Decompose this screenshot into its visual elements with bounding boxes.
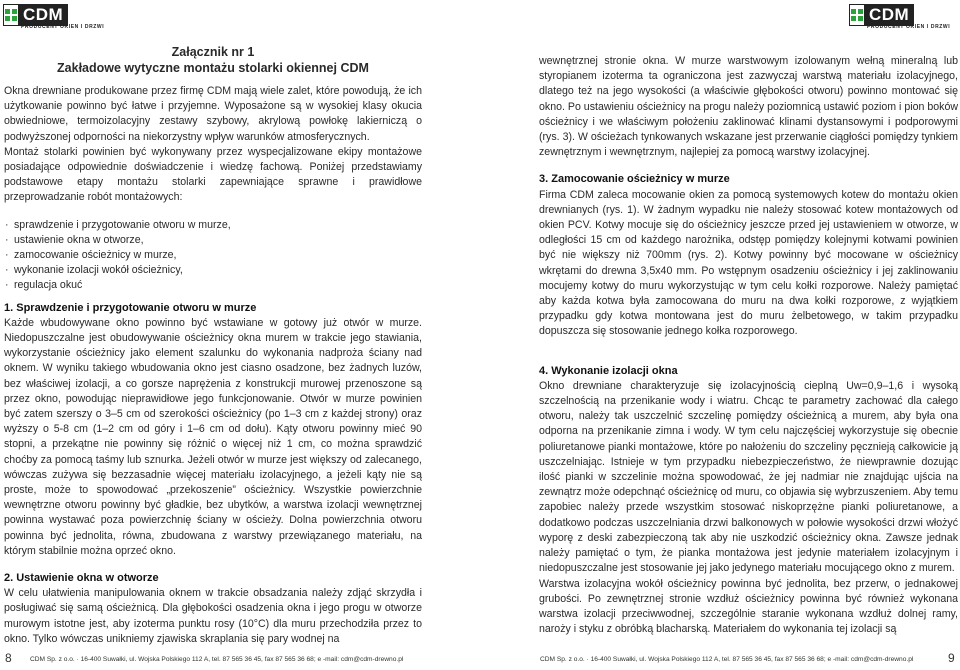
- logo-tagline: PRODUCENT OKIEN I DRZWI: [867, 24, 951, 30]
- logo-word: CDM: [869, 5, 910, 24]
- list-item: · wykonanie izolacji wokół ościeżnicy,: [4, 263, 422, 278]
- section-heading-2: 2. Ustawienie okna w otworze: [4, 572, 159, 585]
- cdm-logo-right: [849, 2, 951, 30]
- document-subtitle: Zakładowe wytyczne montażu stolarki okiennej CDM: [57, 61, 369, 75]
- logo-badge: [849, 4, 914, 26]
- montage-paragraph: Montaż stolarki powinien być wykonywany przez wyspecjalizowane ekipy montażowe posiadające odpowiednie doświadczenie i wiedzę fachową. Poniżej przedstawiamy podstawowe etapy montażu stolarki zapewniające sprawne i prawidłowe przeprowadzanie robót montażowych:: [4, 145, 422, 204]
- right-page-column: [539, 54, 958, 637]
- cdm-logo-left: [3, 2, 105, 30]
- footer-right: CDM Sp. z o.o. · 16-400 Suwałki, ul. Wojska Polskiego 112 A, tel. 87 565 36 45, fax 87 565 36 68; e -mail: cdm@cdm-drewno.pl: [540, 656, 914, 663]
- footer-left: CDM Sp. z o.o. · 16-400 Suwałki, ul. Wojska Polskiego 112 A, tel. 87 565 36 45, fax 87 565 36 68; e -mail: cdm@cdm-drewno.pl: [30, 656, 404, 663]
- section-2-paragraph: W celu ułatwienia manipulowania oknem w trakcie obsadzania należy zdjąć skrzydła i posługiwać się samą ościeżnicą. Dla głębokości osadzenia okna i jego progu w otworze murowym istotne jest, aby izoterma punktu rosy (10°C) dla muru przechodziła przez to okno. Tylko wówczas unikniemy zjawiska skraplania się pary wodnej na: [4, 587, 422, 645]
- steps-list: [4, 218, 422, 293]
- document-title: Załącznik nr 1: [171, 45, 255, 59]
- left-page-column: [4, 44, 422, 647]
- intro-paragraph: Okna drewniane produkowane przez firmę CDM mają wiele zalet, które powodują, że ich użytkowanie powinno być łatwe i przyjemne. Wyposażone są w wysokiej klasy okucia obwiedniowe, termoizolacyjny zestawy szybowy, akrylową powłokę lakierniczą o podwyższonej odporności na niekorzystny wpływ warunków atmosferycznych.: [4, 85, 422, 143]
- continued-paragraph: wewnętrznej stronie okna. W murze warstwowym izolowanym wełną mineralną lub styropianem izoterma ta ograniczona jest zazwyczaj warstwą materiału izolacyjnego, dlatego też na jego wysokości (a właściwie głębokości otworu) powinno montować się okno. Po ustawieniu ościeżnicy na progu należy poziomnicą ustawić poziom i pion boków ościeżnicy i we właściwym położeniu zaklinować klinami dystansowymi i podporowymi (rys. 3). W ościeżach tynkowanych wskazane jest przerwanie ciągłości pomiędzy tynkiem zewnętrznym i wewnętrznym, najlepiej za pomocą warstwy izolacyjnej.: [539, 55, 958, 159]
- window-grid-icon: [3, 4, 19, 26]
- section-3-paragraph: Firma CDM zaleca mocowanie okien za pomocą systemowych kotew do montażu okien drewnianych (rys. 1). W żadnym wypadku nie należy stosować kotew montażowych od okien PCV. Kotwy mocuje się do ościeżnicy jeszcze przed jej ustawieniem w otworze, w odległości 15 cm od każdego narożnika, odstęp pomiędzy kolejnymi kotwami powinien być nie większy niż 700mm (rys. 2). Kotwy powinny być mocowane w ościeżnicy wkrętami do drewna 3,5x40 mm. Po wstępnym osadzeniu ościeżnicy i jej zaklinowaniu mocujemy kotwy do muru wykorzystując w tym celu kołki rozporowe. Należy pamiętać aby każda kotwa była zamocowana do muru na dwa kołki rozporowe, z wyjątkiem przypadku gdy kotwa montowana jest do muru żelbetowego, w takim przypadku dopuszcza się stosowanie jednego kołka rozporowego.: [539, 188, 958, 338]
- section-heading-4: 4. Wykonanie izolacji okna: [539, 364, 678, 377]
- section-4-paragraph-2: Warstwa izolacyjna wokół ościeżnicy powinna być jednolita, bez przerw, o jednakowej grubości. Po zewnętrznej stronie wzdłuż ościeżnicy powinna być również wykonana warstwa izolacji przeciwwodnej, szczególnie staranie wykonana wzdłuż dolnej ramy, naroży i styku z obróbką blacharską. Materiałem do wykonania tej izolacji są: [539, 577, 958, 636]
- list-item: · regulacja okuć: [4, 278, 422, 293]
- logo-word: CDM: [23, 5, 64, 24]
- section-heading-1: 1. Sprawdzenie i przygotowanie otworu w murze: [4, 301, 257, 314]
- window-grid-icon: [849, 4, 865, 26]
- list-item: · zamocowanie ościeżnicy w murze,: [4, 248, 422, 263]
- section-heading-3: 3. Zamocowanie ościeżnicy w murze: [539, 173, 730, 186]
- page-number-right: 9: [948, 651, 955, 665]
- logo-tagline: PRODUCENT OKIEN I DRZWI: [21, 24, 105, 30]
- section-1-paragraph: Każde wbudowywane okno powinno być wstawiane w gotowy już otwór w murze. Niedopuszczalne jest obudowywanie ościeżnicy okna murem w trakcie jego stawiania, wykorzystanie ościeżnicy jako element szalunku do wykonania nadproża ściany nad oknem. W wyniku takiego wbudowania okno jest ciasno osadzone, bez żadnych luzów, bez właściwej izolacji, a co gorsze naprężenia z konstrukcji murowej przenoszone są przez okno, powodując nieprawidłowe jego funkcjonowanie. Otwór w murze powinien być zatem szerszy o 3–5 cm od szerokości ościeżnicy (po 1–3 cm z każdej strony) oraz wyższy o 5-8 cm (1–2 cm od góry i 1–6 cm od dołu). Kąty otworu powinny mieć 90 stopni, a przekątne nie powinny się różnić o więcej niż 1 cm, co można sprawdzić choćby za pomocą taśmy lub sznurka. Jeżeli otwór w murze jest większy od zalecanego, wówczas zużywa się bezzasadnie więcej materiału izolacyjnego, a jeżeli kąty nie są proste, może to spowodować „przekoszenie” ościeżnicy. Wszystkie powierzchnie wewnętrzne otworu powinny być gładkie, bez ubytków, a warstwa izolacji wewnętrznej powinna wystawać poza powierzchnię ściany w ościeży. Dolna powierzchnia otworu powinna być jednolita, równa, zbudowana z warstwy przewiązanego materiału, na którym stabilnie można oprzeć okno.: [4, 316, 422, 557]
- list-item: · sprawdzenie i przygotowanie otworu w murze,: [4, 218, 422, 233]
- section-4-paragraph-1: Okno drewniane charakteryzuje się izolacyjnością cieplną Uw=0,9–1,6 i wysoką szczelnością na przenikanie wody i wiatru. Chcąc te parametry zachować dla całego otworu, należy tak uszczelnić szczelinę pomiędzy ościeżnicą a murem, aby była ona odporna na przenikanie zimna i wody. W tym celu najczęściej wykorzystuje się obecnie poliuretanowe pianki montażowe, które po nałożeniu do szczeliny pęcznieją całkowicie ją uszczelniając. Istnieje w tym przypadku niebezpieczeństwo, że niewprawnie dozując ilość pianki w szczelinie można spowodować, że jej nadmiar nie znajdując ujścia na zewnątrz może odepchnąć ościeżnicę od muru, co objawia się wybrzuszeniem. Aby temu zapobiec należy przede wszystkim stosować niskoprzężne pianki poliuretanowe, a dodatkowo podczas uszczelniania drzwi balkonowych w połowie wysokości drzwi włożyć wyporę z deski zabezpieczoną tak aby nie uszkodzić ościeżnicy okna. Zawsze jednak należy pamiętać o tym, że pianka montażowa jest jedynie materiałem izolacyjnym i niedopuszczalne jest stosowanie jej jako jedynego materiału mocującego okno z murem.: [539, 379, 958, 575]
- logo-badge: [3, 4, 68, 26]
- list-item: · ustawienie okna w otworze,: [4, 233, 422, 248]
- page-number-left: 8: [5, 651, 12, 665]
